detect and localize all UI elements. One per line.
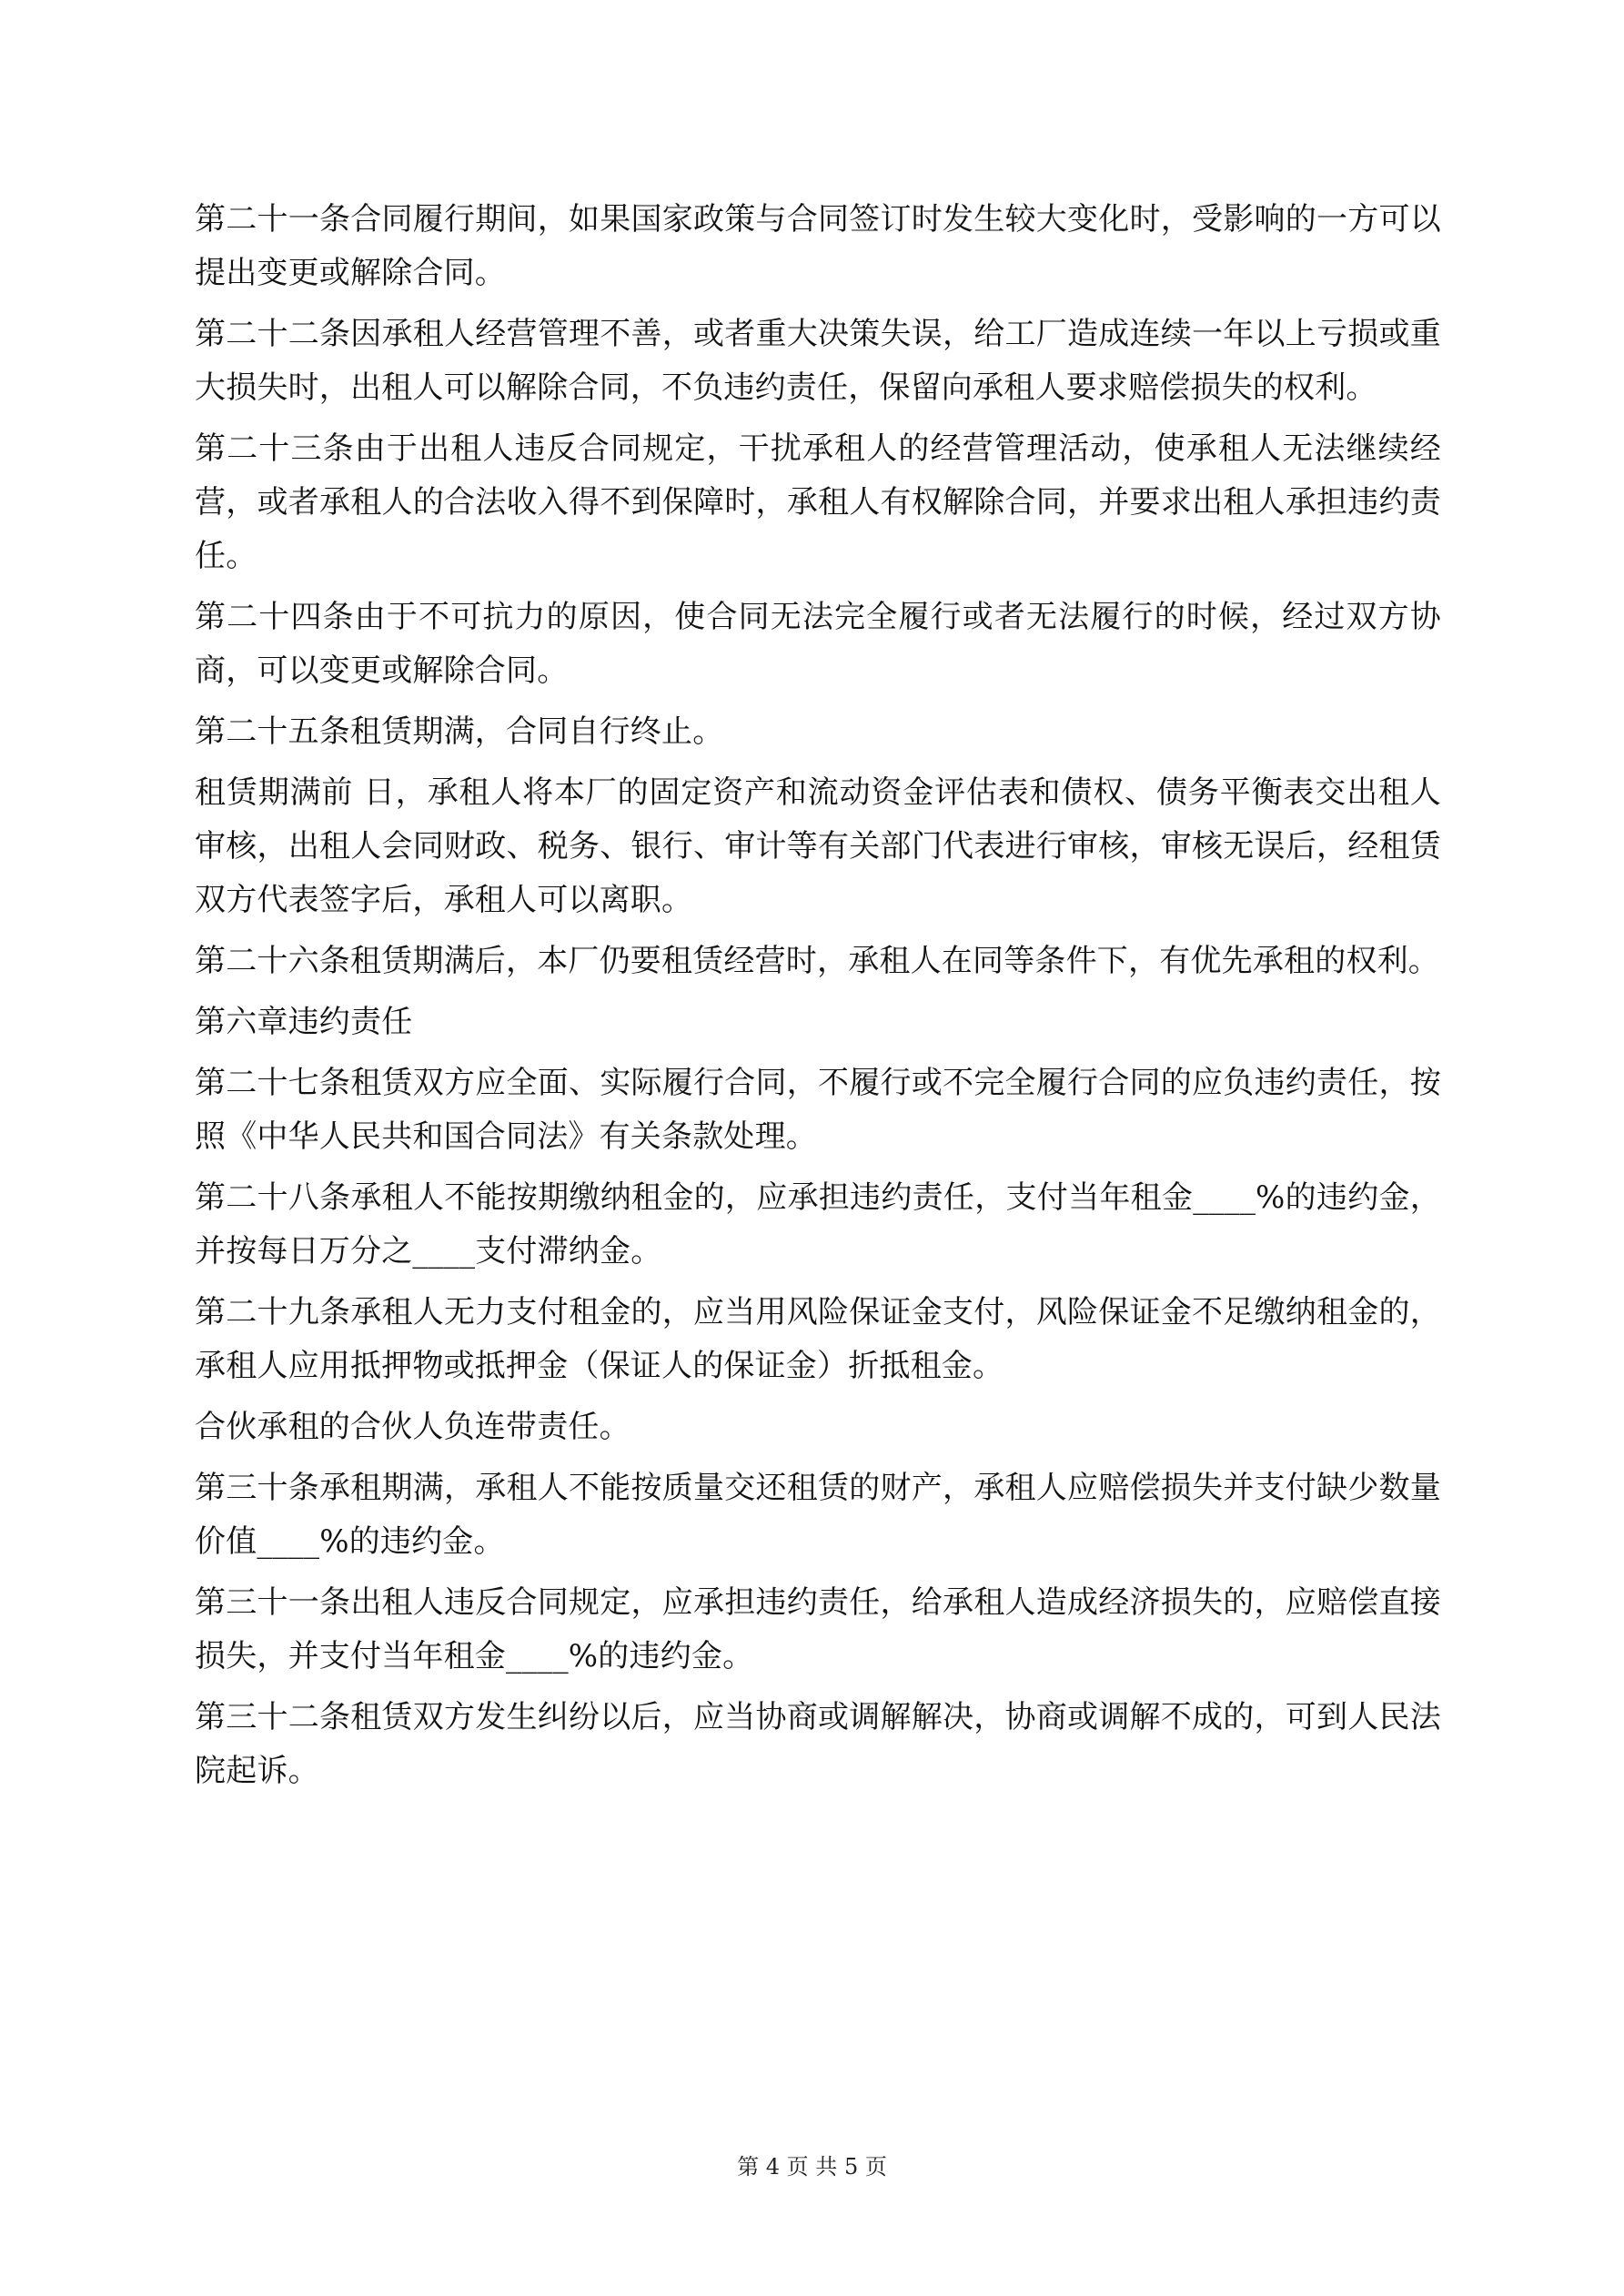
paragraph-article-27: 第二十七条租赁双方应全面、实际履行合同，不履行或不完全履行合同的应负违约责任，按照《中华人民共和国合同法》有关条款处理。: [195, 1065, 1441, 1155]
paragraph-partner-liability: 合伙承租的合伙人负连带责任。: [195, 1409, 630, 1445]
paragraph-article-21: 第二十一条合同履行期间，如果国家政策与合同签订时发生较大变化时，受影响的一方可以提出变更或解除合同。: [195, 201, 1441, 291]
paragraph-article-22: 第二十二条因承租人经营管理不善，或者重大决策失误，给工厂造成连续一年以上亏损或重大损失时，出租人可以解除合同，不负违约责任，保留向承租人要求赔偿损失的权利。: [195, 316, 1441, 406]
paragraph-article-26: 第二十六条租赁期满后，本厂仍要租赁经营时，承租人在同等条件下，有优先承租的权利。: [195, 943, 1439, 979]
paragraph-article-29: 第二十九条承租人无力支付租金的，应当用风险保证金支付，风险保证金不足缴纳租金的，承租人应用抵押物或抵押金（保证人的保证金）折抵租金。: [195, 1294, 1441, 1384]
paragraph-article-31: 第三十一条出租人违反合同规定，应承担违约责任，给承租人造成经济损失的，应赔偿直接损失，并支付当年租金____%的违约金。: [195, 1584, 1441, 1674]
paragraph-article-25: 第二十五条租赁期满，合同自行终止。: [195, 713, 724, 750]
page-footer: 第 4 页 共 5 页: [737, 2154, 887, 2180]
paragraph-article-28: 第二十八条承租人不能按期缴纳租金的，应承担违约责任，支付当年租金____%的违约金，并按每日万分之____支付滞纳金。: [195, 1179, 1441, 1269]
paragraph-lease-expiry: 租赁期满前 日，承租人将本厂的固定资产和流动资金评估表和债权、债务平衡表交出租人审核，出租人会同财政、税务、银行、审计等有关部门代表进行审核，审核无误后，经租赁双方代表签字后，承租人可以离职。: [195, 774, 1441, 918]
document-body: [195, 193, 1441, 1805]
chapter-heading: 第六章违约责任: [195, 1004, 413, 1040]
paragraph-article-32: 第三十二条租赁双方发生纠纷以后，应当协商或调解解决，协商或调解不成的，可到人民法院起诉。: [195, 1699, 1441, 1789]
paragraph-article-30: 第三十条承租期满，承租人不能按质量交还租赁的财产，承租人应赔偿损失并支付缺少数量价值____%的违约金。: [195, 1470, 1441, 1560]
paragraph-article-23: 第二十三条由于出租人违反合同规定，干扰承租人的经营管理活动，使承租人无法继续经营，或者承租人的合法收入得不到保障时，承租人有权解除合同，并要求出租人承担违约责任。: [195, 430, 1441, 574]
paragraph-article-24: 第二十四条由于不可抗力的原因，使合同无法完全履行或者无法履行的时候，经过双方协商，可以变更或解除合同。: [195, 599, 1441, 689]
